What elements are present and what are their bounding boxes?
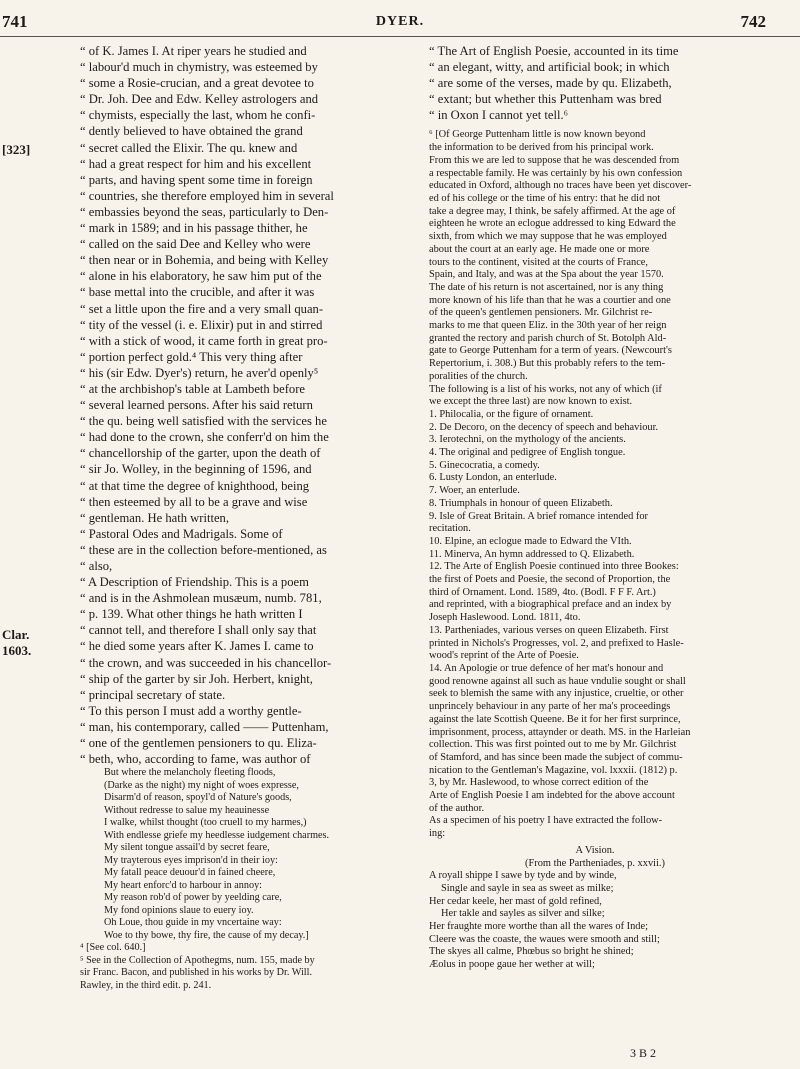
text-line: “ tity of the vessel (i. e. Elixir) put in and stirred: [80, 317, 323, 332]
text-line: “ these are in the collection before-mentioned, as: [80, 542, 327, 557]
footnote-line: collection. This was first pointed out to me by Mr. Gilchrist: [429, 739, 677, 751]
footnote-line: Joseph Haslewood. Lond. 1811, 4to.: [429, 612, 581, 624]
text-line: “ embassies beyond the seas, particularly to Den-: [80, 204, 329, 219]
text-line: “ called on the said Dee and Kelley who were: [80, 237, 311, 252]
vision-title: A Vision.: [575, 844, 615, 856]
poem-line: My fatall peace deuour'd in fained cheere,: [104, 867, 276, 879]
margin-page-ref: [323]: [2, 142, 31, 157]
text-line: “ the crown, and was succeeded in his chancellor-: [80, 655, 332, 670]
poem-line: My trayterous eyes imprison'd in their ioy:: [104, 854, 278, 866]
text-line: “ had a great respect for him and his excellent: [80, 156, 312, 171]
text-line: “ A Description of Friendship. This is a poem: [80, 575, 309, 590]
footnote-line: Rawley, in the third edit. p. 241.: [80, 979, 212, 991]
right-main-text: [429, 43, 761, 123]
poem-line: With endlesse griefe my heedlesse iudgement charmes.: [104, 829, 330, 841]
text-line: “ some a Rosie-crucian, and a great devotee to: [80, 76, 314, 91]
footnote-line: gate to George Puttenham for a term of years. (Newcourt's: [429, 345, 672, 357]
text-line: “ and is in the Ashmolean musæum, numb. 781,: [80, 591, 322, 606]
footnote-line: 12. The Arte of English Poesie continued into three Bookes:: [429, 561, 679, 573]
left-main-text: [80, 43, 410, 767]
poem-line: Her cedar keele, her mast of gold refined,: [429, 895, 602, 907]
footnote-line: nication to the Gentleman's Magazine, vol. lxxxii. (1812) p.: [429, 764, 678, 776]
footnote-line: educated in Oxford, although no traces have been yet discover-: [429, 180, 692, 192]
poem-line: The skyes all calme, Phœbus so bright he shined;: [429, 946, 634, 958]
footnote-line: 3. Ierotechni, on the mythology of the ancients.: [429, 434, 626, 446]
vision-source: (From the Partheniades, p. xxvii.): [525, 857, 665, 869]
margin-note-clar: Clar.: [2, 627, 30, 642]
text-line: “ at that time the degree of knighthood, being: [80, 478, 310, 493]
poem-line: Without redresse to salue my heauinesse: [104, 804, 270, 816]
poem-line: Cleere was the coaste, the waues were smooth and still;: [429, 933, 660, 945]
poem-line: Her fraughte more worthe than all the wares of Inde;: [429, 921, 648, 933]
poem-line: My fond opinions slaue to euery ioy.: [104, 904, 254, 916]
text-line: “ several learned persons. After his said return: [80, 398, 313, 413]
footnote-line: ⁶ [Of George Puttenham little is now known beyond: [429, 129, 646, 141]
footnote-line: sixth, from which we may suppose that he was employed: [429, 231, 667, 243]
text-line: “ the qu. being well satisfied with the services he: [80, 414, 327, 429]
text-line: “ he died some years after K. James I. came to: [80, 639, 314, 654]
footnote-line: seek to blemish the same with any injustice, crueltie, or other: [429, 688, 684, 700]
footnote-line: Arte of English Poesie I am indebted for the above account: [429, 790, 675, 802]
footnote-line: Repertorium, i. 308.) But this probably refers to the tem-: [429, 358, 666, 370]
footnote-line: imprisonment, process, attaynder or death. MS. in the Harleian: [429, 726, 691, 738]
signature-mark: 3 B 2: [630, 1046, 657, 1060]
text-line: “ base mettal into the crucible, and after it was: [80, 285, 315, 300]
footnote-line: 11. Minerva, An hymn addressed to Q. Elizabeth.: [429, 548, 635, 560]
footnote-line: 9. Isle of Great Britain. A brief romance intended for: [429, 510, 648, 522]
poem-line: My reason rob'd of power by yeelding care,: [104, 892, 282, 904]
poem-line: Disarm'd of reason, spoyl'd of Nature's goods,: [104, 792, 292, 804]
footnote-line: marks to me that queen Eliz. in the 30th year of her reign: [429, 320, 667, 332]
footnote-line: 5. Ginecocratia, a comedy.: [429, 459, 540, 471]
footnote-line: sir Franc. Bacon, and published in his works by Dr. Will.: [80, 967, 312, 979]
text-line: “ Pastoral Odes and Madrigals. Some of: [80, 526, 283, 541]
running-title: DYER.: [375, 14, 425, 29]
text-line: “ his (sir Edw. Dyer's) return, he aver'd openly⁵: [80, 365, 319, 380]
poem-line: (Darke as the night) my night of woes expresse,: [104, 779, 299, 791]
text-line: “ Dr. Joh. Dee and Edw. Kelley astrologers and: [80, 92, 319, 107]
text-line: “ of K. James I. At riper years he studied and: [80, 44, 307, 58]
footnote-line: 3, by Mr. Haslewood, to whose correct edition of the: [429, 777, 649, 789]
text-line: “ had done to the crown, she conferr'd on him the: [80, 430, 329, 445]
text-line: “ at the archbishop's table at Lambeth before: [80, 381, 306, 396]
footnote-line: third of Ornament. Lond. 1589, 4to. (Bodl. F F F. Art.): [429, 586, 656, 598]
footnote-line: The following is a list of his works, not any of which (if: [429, 383, 662, 395]
text-line: “ The Art of English Poesie, accounted in its time: [429, 44, 679, 58]
text-line: “ principal secretary of state.: [80, 687, 226, 702]
text-line: “ mark in 1589; and in his passage thither, he: [80, 221, 308, 236]
text-line: “ sir Jo. Wolley, in the beginning of 1596, and: [80, 462, 312, 477]
text-line: “ countries, she therefore employed him in several: [80, 188, 334, 203]
text-line: “ beth, who, according to fame, was author of: [80, 752, 311, 767]
text-line: “ chymists, especially the last, whom he confi-: [80, 108, 316, 123]
text-line: “ then esteemed by all to be a grave and wise: [80, 494, 308, 509]
left-column: [80, 43, 410, 992]
poem-line: Single and sayle in sea as sweet as milke;: [441, 882, 614, 894]
footnote-line: good renowne against all such as haue vndulie sought or shall: [429, 675, 686, 687]
footnote-line: we except the three last) are now known to exist.: [429, 396, 633, 408]
footnote-line: 10. Elpine, an eclogue made to Edward the VIth.: [429, 535, 632, 547]
poem-line: But where the melancholy fleeting floods,: [104, 767, 276, 779]
header-rule: [0, 36, 800, 37]
text-line: “ extant; but whether this Puttenham was bred: [429, 92, 662, 107]
footnote-line: of the queen's gentlemen pensioners. Mr. Gilchrist re-: [429, 307, 653, 319]
footnote-line: wood's reprint of the Arte of Poesie.: [429, 650, 579, 662]
poem-line: Oh Loue, thou guide in my vncertaine way:: [104, 917, 282, 929]
text-line: “ cannot tell, and therefore I shall only say that: [80, 623, 317, 638]
poem-line: A royall shippe I sawe by tyde and by winde,: [429, 870, 617, 882]
poem-line: My silent tongue assail'd by secret feare,: [104, 842, 270, 854]
footnote-line: of the author.: [429, 802, 485, 814]
footnote-line: eighteen he wrote an eclogue addressed to king Edward the: [429, 218, 676, 230]
footnote-line: ing:: [429, 828, 446, 840]
footnote-line: against the late Scottish Queene. Be it for her first surprince,: [429, 713, 681, 725]
footnote-line: about the court at an early age. He made one or more: [429, 243, 650, 255]
footnote-line: and reprinted, with a biographical preface and an index by: [429, 599, 672, 611]
text-line: “ portion perfect gold.⁴ This very thing after: [80, 349, 303, 364]
footnote-line: unprincely behaviour in any parte of her ma's proceedings: [429, 701, 671, 713]
footnote-line: From this we are led to suppose that he was descended from: [429, 154, 680, 166]
footnote-line: poralities of the church.: [429, 370, 528, 382]
text-line: “ in Oxon I cannot yet tell.⁶: [429, 108, 569, 123]
footnote-line: granted the rectory and parish church of St. Botolph Ald-: [429, 332, 667, 344]
left-page-number: 741: [2, 12, 28, 31]
margin-note-year: 1603.: [2, 643, 32, 658]
left-footnotes: [80, 942, 410, 992]
text-line: “ labour'd much in chymistry, was esteemed by: [80, 60, 318, 75]
footnote-line: Spain, and Italy, and was at the Spa about the year 1570.: [429, 269, 664, 281]
footnote-line: ed of his college or the time of his entry: that he did not: [429, 192, 661, 204]
poem-excerpt: [80, 767, 410, 942]
poem-line: Her takle and sayles as silver and silke;: [441, 908, 605, 920]
text-line: “ parts, and having spent some time in foreign: [80, 172, 313, 187]
poem-line: Æolus in poope gaue her wether at will;: [429, 959, 595, 971]
footnote-line: recitation.: [429, 523, 471, 535]
text-line: “ are some of the verses, made by qu. Elizabeth,: [429, 76, 672, 91]
footnote-line: As a specimen of his poetry I have extracted the follow-: [429, 815, 663, 827]
footnote-line: ⁵ See in the Collection of Apothegms, num. 155, made by: [80, 954, 315, 966]
text-line: “ also,: [80, 559, 113, 573]
running-header: [0, 10, 800, 34]
puttenham-footnote: [429, 129, 761, 840]
poem-line: My heart enforc'd to harbour in annoy:: [104, 879, 262, 891]
text-line: “ one of the gentlemen pensioners to qu. Eliza-: [80, 736, 317, 751]
text-line: “ p. 139. What other things he hath written I: [80, 607, 303, 622]
footnote-line: 8. Triumphals in honour of queen Elizabeth.: [429, 497, 613, 509]
text-line: “ ship of the garter by sir Joh. Herbert, knight,: [80, 671, 313, 686]
poem-line: Woe to thy bowe, thy fire, the cause of my decay.]: [104, 929, 309, 941]
footnote-line: a respectable family. He was certainly by his own confession: [429, 167, 683, 179]
footnote-line: 7. Woer, an enterlude.: [429, 485, 520, 497]
right-column: [429, 43, 761, 972]
text-line: “ an elegant, witty, and artificial book; in which: [429, 60, 670, 75]
footnote-line: 1. Philocalia, or the figure of ornament.: [429, 408, 594, 420]
footnote-line: The date of his return is not ascertained, nor is any thing: [429, 281, 664, 293]
footnote-line: 4. The original and pedigree of English tongue.: [429, 447, 626, 459]
footnote-line: 13. Partheniades, various verses on queen Elizabeth. First: [429, 624, 669, 636]
footnote-line: 14. An Apologie or true defence of her mat's honour and: [429, 663, 664, 674]
text-line: “ set a little upon the fire and a very small quan-: [80, 301, 324, 316]
text-line: “ man, his contemporary, called —— Puttenham,: [80, 719, 329, 734]
right-page-number: 742: [740, 12, 766, 31]
footnote-line: 6. Lusty London, an enterlude.: [429, 472, 557, 484]
text-line: “ secret called the Elixir. The qu. knew and: [80, 140, 298, 155]
text-line: “ with a stick of wood, it came forth in great pro-: [80, 333, 328, 348]
footnote-line: the first of Poets and Poesie, the second of Proportion, the: [429, 574, 671, 586]
footnote-line: the information to be derived from his principal work.: [429, 142, 654, 154]
footnote-line: 2. De Decoro, on the decency of speech and behaviour.: [429, 421, 659, 433]
text-line: “ alone in his elaboratory, he saw him put of the: [80, 269, 322, 284]
footnote-line: of Stamford, and has since been made the subject of commu-: [429, 751, 683, 763]
footnote-line: take a degree may, I think, be safely affirmed. At the age of: [429, 205, 676, 217]
footnote-line: printed in Nichols's Progresses, vol. 2, and prefixed to Hasle-: [429, 637, 684, 649]
footnote-line: ⁴ [See col. 640.]: [80, 942, 146, 954]
text-line: “ dently believed to have obtained the grand: [80, 124, 303, 139]
footnote-line: tours to the continent, visited at the courts of France,: [429, 256, 649, 268]
poem-line: I walke, whilst thought (too cruell to my harmes,): [104, 817, 307, 829]
text-line: “ chancellorship of the garter, upon the death of: [80, 446, 321, 461]
text-line: “ To this person I must add a worthy gentle-: [80, 703, 302, 718]
text-line: “ gentleman. He hath written,: [80, 510, 229, 525]
vision-poem: [429, 870, 761, 972]
footnote-line: more known of his life than that he was a courtier and one: [429, 294, 671, 306]
text-line: “ then near or in Bohemia, and being with Kelley: [80, 253, 329, 268]
